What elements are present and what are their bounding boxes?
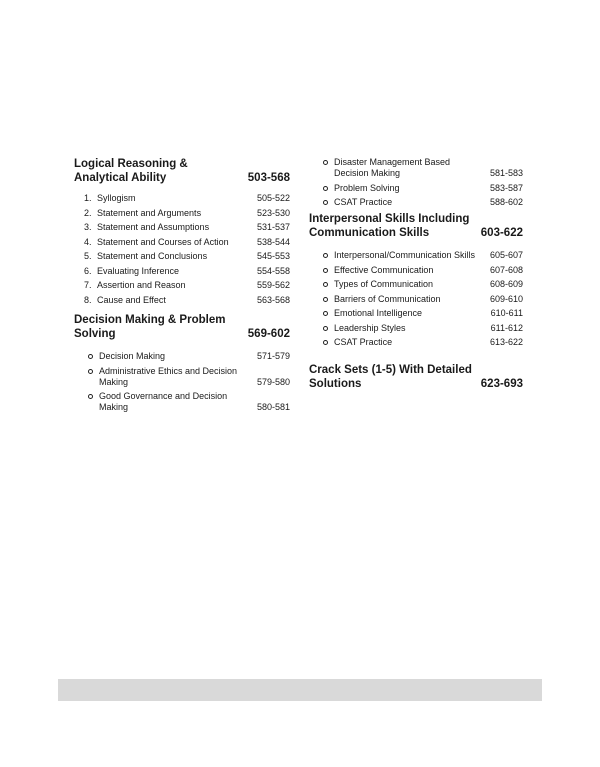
bullet-icon [88, 391, 99, 399]
item-pages: 581-583 [489, 168, 523, 178]
item-pages: 580-581 [256, 402, 290, 412]
toc-item[interactable] [84, 264, 290, 279]
bullet-icon [88, 366, 99, 374]
item-label: Types of Communication [334, 279, 434, 289]
item-pages: 609-610 [489, 293, 523, 304]
item-label: Syllogism [97, 193, 136, 203]
item-label: Problem Solving [334, 182, 400, 193]
item-label: Statement and Conclusions [97, 251, 208, 261]
toc-item[interactable] [84, 278, 290, 293]
item-pages: 579-580 [256, 376, 290, 387]
section-pages: 569-602 [247, 328, 290, 340]
item-pages: 554-558 [256, 265, 290, 276]
item-number: 6. [84, 265, 92, 276]
section-title: Decision Making & Problem Solving [74, 314, 226, 340]
toc-item[interactable] [323, 308, 523, 319]
toc-item[interactable] [323, 157, 523, 179]
toc-section-header[interactable] [309, 363, 523, 391]
item-pages: 559-562 [256, 280, 290, 290]
bullet-icon [323, 294, 334, 302]
item-number: 2. [84, 207, 92, 218]
item-number: 8. [84, 294, 92, 305]
section-title: Logical Reasoning & Analytical Ability [74, 158, 188, 184]
item-number: 3. [84, 222, 92, 232]
toc-item[interactable] [88, 366, 290, 388]
toc-section-header[interactable] [309, 212, 523, 240]
item-label: Leadership Styles [334, 322, 406, 333]
item-pages: 608-609 [489, 279, 523, 289]
toc-item[interactable] [84, 191, 290, 206]
toc-item[interactable] [88, 391, 290, 413]
toc-bulleted-list [74, 351, 290, 413]
item-label: Assertion and Reason [97, 280, 186, 290]
toc-item[interactable] [84, 249, 290, 264]
toc-item[interactable] [84, 220, 290, 235]
item-pages: 611-612 [490, 322, 523, 333]
toc-right-column [309, 157, 523, 391]
section-pages: 603-622 [480, 227, 523, 239]
toc-bulleted-list [309, 250, 523, 348]
toc-item[interactable] [84, 206, 290, 221]
bullet-icon [323, 337, 334, 345]
toc-item[interactable] [84, 235, 290, 250]
item-label: Cause and Effect [97, 294, 166, 305]
item-number: 4. [84, 236, 92, 247]
toc-item[interactable] [323, 279, 523, 290]
bullet-icon [323, 279, 334, 287]
toc-item[interactable] [323, 197, 523, 208]
item-label: Disaster Management Based Decision Making [334, 157, 451, 178]
item-label: Statement and Assumptions [97, 222, 210, 232]
bullet-icon [323, 197, 334, 205]
item-label: Evaluating Inference [97, 265, 180, 276]
item-label: Administrative Ethics and Decision Making [99, 365, 238, 387]
item-label: Emotional Intelligence [334, 308, 423, 318]
toc-item[interactable] [323, 323, 523, 334]
bullet-icon [323, 157, 334, 165]
item-pages: 610-611 [490, 308, 523, 318]
toc-item[interactable] [84, 293, 290, 308]
item-pages: 531-537 [256, 222, 290, 232]
item-pages: 583-587 [489, 182, 523, 193]
item-label: CSAT Practice [334, 337, 393, 347]
toc-numbered-list [74, 191, 290, 307]
footer-bar [58, 679, 542, 701]
item-number: 5. [84, 251, 92, 261]
section-title: Interpersonal Skills Including Communication Skills [309, 213, 470, 239]
toc-item[interactable] [323, 250, 523, 261]
toc-left-column [74, 157, 290, 417]
item-pages: 523-530 [256, 207, 290, 218]
section-pages: 623-693 [480, 378, 523, 390]
item-label: Barriers of Communication [334, 293, 441, 304]
item-number: 1. [84, 193, 92, 203]
toc-bulleted-list-continued [309, 157, 523, 208]
item-pages: 588-602 [489, 197, 523, 207]
item-pages: 605-607 [489, 250, 523, 260]
section-title: Crack Sets (1-5) With Detailed Solutions [309, 364, 472, 390]
item-label: CSAT Practice [334, 197, 393, 207]
item-pages: 607-608 [489, 264, 523, 275]
item-pages: 563-568 [256, 294, 290, 305]
item-pages: 505-522 [256, 193, 290, 203]
bullet-icon [323, 308, 334, 316]
toc-item[interactable] [323, 294, 523, 305]
item-label: Statement and Arguments [97, 207, 202, 218]
toc-item[interactable] [323, 265, 523, 276]
toc-item[interactable] [323, 183, 523, 194]
item-number: 7. [84, 280, 92, 290]
item-pages: 545-553 [256, 251, 290, 261]
item-pages: 571-579 [256, 351, 290, 361]
bullet-icon [323, 323, 334, 331]
item-label: Statement and Courses of Action [97, 236, 229, 247]
item-label: Good Governance and Decision Making [99, 391, 228, 412]
toc-item[interactable] [88, 351, 290, 362]
item-label: Effective Communication [334, 264, 434, 275]
bullet-icon [88, 351, 99, 359]
item-label: Interpersonal/Communication Skills [334, 250, 476, 260]
toc-item[interactable] [323, 337, 523, 348]
toc-section-header[interactable] [74, 157, 290, 185]
item-label: Decision Making [99, 351, 166, 361]
item-pages: 613-622 [489, 337, 523, 347]
toc-section-header[interactable] [74, 313, 290, 341]
item-pages: 538-544 [256, 236, 290, 247]
section-pages: 503-568 [247, 172, 290, 184]
bullet-icon [323, 250, 334, 258]
bullet-icon [323, 183, 334, 191]
bullet-icon [323, 265, 334, 273]
